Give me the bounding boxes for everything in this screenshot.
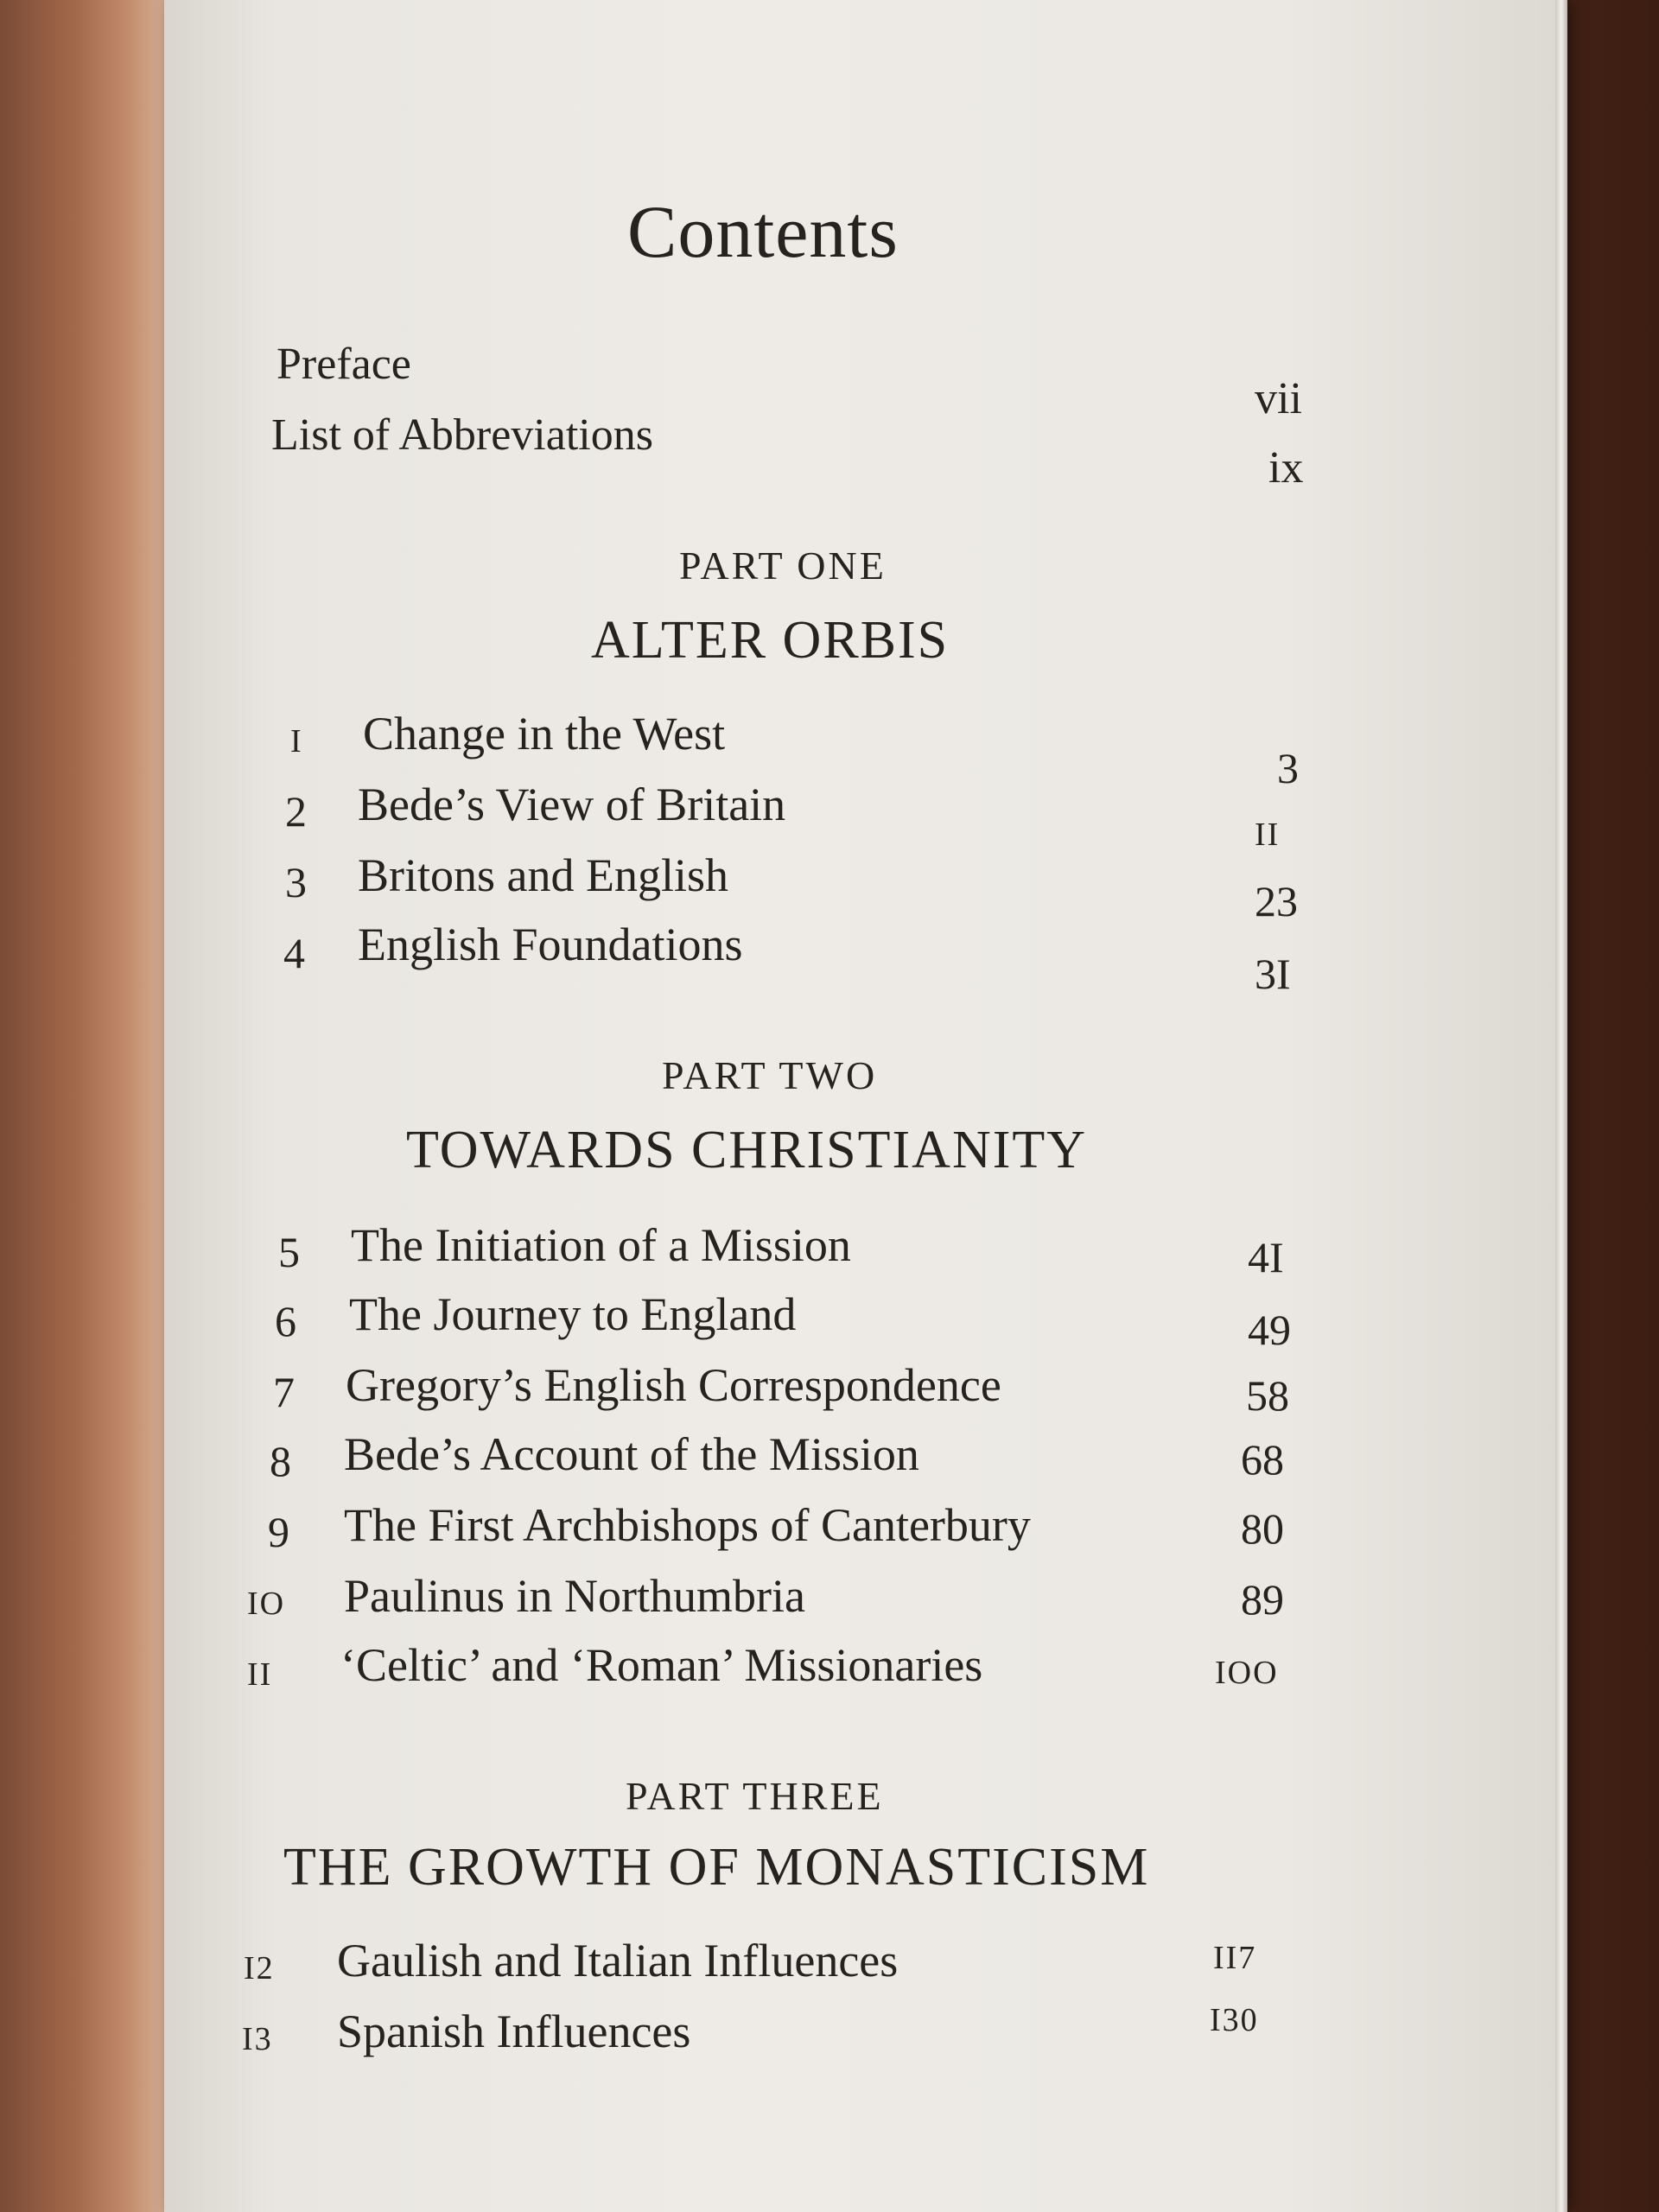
chapter-page: 3I [1255,950,1291,998]
chapter-number: IO [247,1586,286,1622]
front-matter-page: vii [1255,374,1302,423]
chapter-title: English Foundations [358,918,743,970]
chapter-number: 3 [285,858,307,906]
chapter-number: I2 [244,1950,275,1986]
chapter-page: 89 [1241,1575,1284,1624]
page-title: Contents [627,190,899,273]
chapter-title: Britons and English [358,849,728,901]
chapter-page: II7 [1213,1940,1257,1976]
chapter-number: 5 [278,1228,300,1276]
chapter-page: 23 [1255,877,1298,925]
chapter-number: II [247,1656,273,1693]
chapter-page: 49 [1248,1306,1291,1354]
chapter-number: 6 [275,1297,296,1345]
part-label: PART TWO [662,1053,878,1097]
chapter-page: 3 [1277,744,1299,792]
chapter-title: Bede’s Account of the Mission [344,1428,919,1480]
front-matter-page: ix [1268,443,1304,493]
chapter-number: 9 [268,1508,289,1556]
chapter-title: Gaulish and Italian Influences [337,1935,899,1986]
chapter-page: 68 [1241,1435,1284,1484]
chapter-number: 2 [285,787,307,836]
part-label: PART ONE [679,543,887,588]
chapter-page: I30 [1210,2002,1259,2038]
chapter-page: 58 [1246,1371,1289,1420]
chapter-number: 4 [283,929,305,977]
chapter-title: Spanish Influences [337,2005,691,2057]
chapter-title: Change in the West [363,708,726,760]
part-label: PART THREE [626,1774,884,1818]
chapter-page: 4I [1248,1233,1284,1281]
chapter-title: The First Archbishops of Canterbury [344,1499,1031,1551]
front-matter-label: Preface [276,340,411,389]
chapter-title: ‘Celtic’ and ‘Roman’ Missionaries [340,1639,983,1691]
front-matter-label: List of Abbreviations [271,410,653,460]
chapter-page: II [1255,817,1281,853]
chapter-title: Bede’s View of Britain [358,779,786,830]
chapter-title: Paulinus in Northumbria [344,1570,805,1622]
chapter-title: The Initiation of a Mission [351,1219,851,1271]
chapter-number: 7 [273,1368,295,1416]
chapter-title: The Journey to England [349,1288,797,1340]
chapter-number: I3 [242,2021,273,2057]
chapter-page: IOO [1215,1655,1279,1691]
part-heading: TOWARDS CHRISTIANITY [406,1121,1088,1179]
part-heading: THE GROWTH OF MONASTICISM [283,1838,1150,1897]
chapter-number: 8 [270,1437,291,1485]
part-heading: ALTER ORBIS [591,611,950,670]
chapter-number: I [290,723,303,760]
chapter-title: Gregory’s English Correspondence [346,1359,1001,1411]
chapter-page: 80 [1241,1504,1284,1553]
